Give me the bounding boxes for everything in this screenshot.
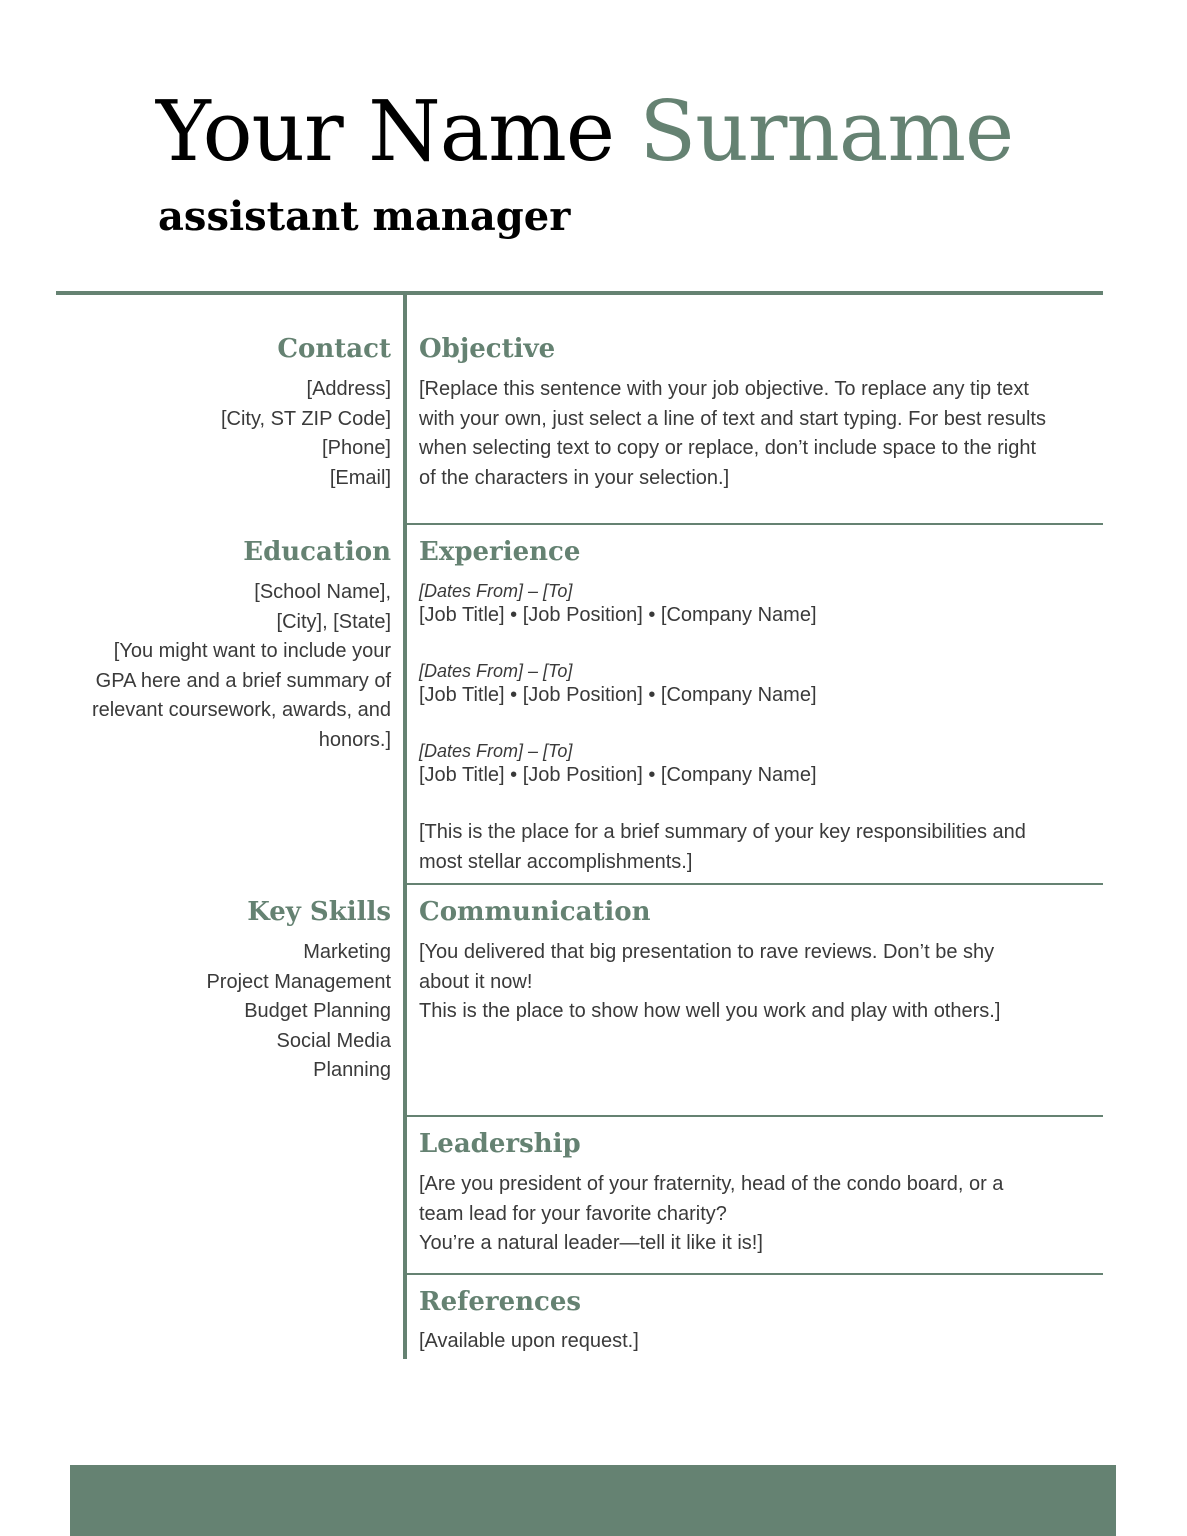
resume-name xyxy=(156,82,1013,182)
leadership-line: team lead for your favorite charity? xyxy=(419,1202,727,1225)
communication-heading: Communication xyxy=(419,897,651,927)
experience-summary xyxy=(419,818,1099,877)
education-line: [School Name], xyxy=(254,581,391,603)
education-details xyxy=(61,578,391,755)
footer-bar xyxy=(70,1465,1116,1536)
objective-line: with your own, just select a line of text and start typing. For best results xyxy=(419,407,1046,430)
objective-line: [Replace this sentence with your job objective. To replace any tip text xyxy=(419,378,1029,400)
experience-heading: Experience xyxy=(419,537,581,567)
column-divider xyxy=(403,295,407,1359)
contact-phone: [Phone] xyxy=(322,437,391,459)
leadership-line: You’re a natural leader—tell it like it is!] xyxy=(419,1232,763,1254)
objective-text xyxy=(419,375,1099,493)
experience-summary-line: [This is the place for a brief summary of your key responsibilities and xyxy=(419,821,1026,843)
top-divider xyxy=(56,291,1103,295)
leadership-line: [Are you president of your fraternity, head of the condo board, or a xyxy=(419,1173,1004,1195)
experience-title: [Job Title] • [Job Position] • [Company Name] xyxy=(419,764,817,786)
references-line: [Available upon request.] xyxy=(419,1330,639,1352)
surname: Surname xyxy=(639,83,1014,180)
objective-line: when selecting text to copy or replace, don’t include space to the right xyxy=(419,437,1037,459)
education-line: [City], [State] xyxy=(276,610,391,633)
experience-title: [Job Title] • [Job Position] • [Company Name] xyxy=(419,604,817,626)
section-divider xyxy=(407,883,1103,885)
contact-city: [City, ST ZIP Code] xyxy=(220,407,391,430)
experience-entry xyxy=(419,739,1099,787)
leadership-text xyxy=(419,1170,1099,1259)
section-divider xyxy=(407,1273,1103,1275)
education-line: relevant coursework, awards, and xyxy=(91,699,391,721)
experience-title: [Job Title] • [Job Position] • [Company Name] xyxy=(419,684,817,706)
skill-item: Planning xyxy=(313,1059,391,1081)
experience-dates: [Dates From] – [To] xyxy=(419,741,573,761)
education-line: GPA here and a brief summary of xyxy=(95,669,391,692)
experience-summary-line: most stellar accomplishments.] xyxy=(419,850,693,873)
section-divider xyxy=(407,523,1103,525)
contact-email: [Email] xyxy=(329,466,391,489)
key-skills-list xyxy=(61,938,391,1086)
references-heading: References xyxy=(419,1287,582,1317)
leadership-heading: Leadership xyxy=(419,1129,581,1159)
communication-line: This is the place to show how well you work and play with others.] xyxy=(419,1000,1001,1022)
skill-item: Social Media xyxy=(276,1029,391,1052)
objective-heading: Objective xyxy=(419,334,556,364)
contact-address: [Address] xyxy=(306,378,391,400)
experience-entry xyxy=(419,579,1099,627)
contact-heading: Contact xyxy=(277,334,391,364)
job-role: assistant manager xyxy=(158,193,571,240)
references-text xyxy=(419,1327,1099,1357)
education-line: [You might want to include your xyxy=(113,640,391,662)
skill-item: Project Management xyxy=(206,970,391,993)
experience-dates: [Dates From] – [To] xyxy=(419,581,573,601)
contact-details xyxy=(61,375,391,493)
section-divider xyxy=(407,1115,1103,1117)
communication-line: about it now! xyxy=(419,970,533,993)
education-line: honors.] xyxy=(318,728,391,751)
experience-entry xyxy=(419,659,1099,707)
skill-item: Budget Planning xyxy=(244,1000,391,1022)
key-skills-heading: Key Skills xyxy=(247,897,391,927)
education-heading: Education xyxy=(243,537,391,567)
objective-line: of the characters in your selection.] xyxy=(419,466,730,489)
communication-text xyxy=(419,938,1099,1027)
first-name: Your Name xyxy=(156,83,614,180)
communication-line: [You delivered that big presentation to rave reviews. Don’t be shy xyxy=(419,941,995,963)
experience-dates: [Dates From] – [To] xyxy=(419,661,573,681)
skill-item: Marketing xyxy=(303,941,391,963)
